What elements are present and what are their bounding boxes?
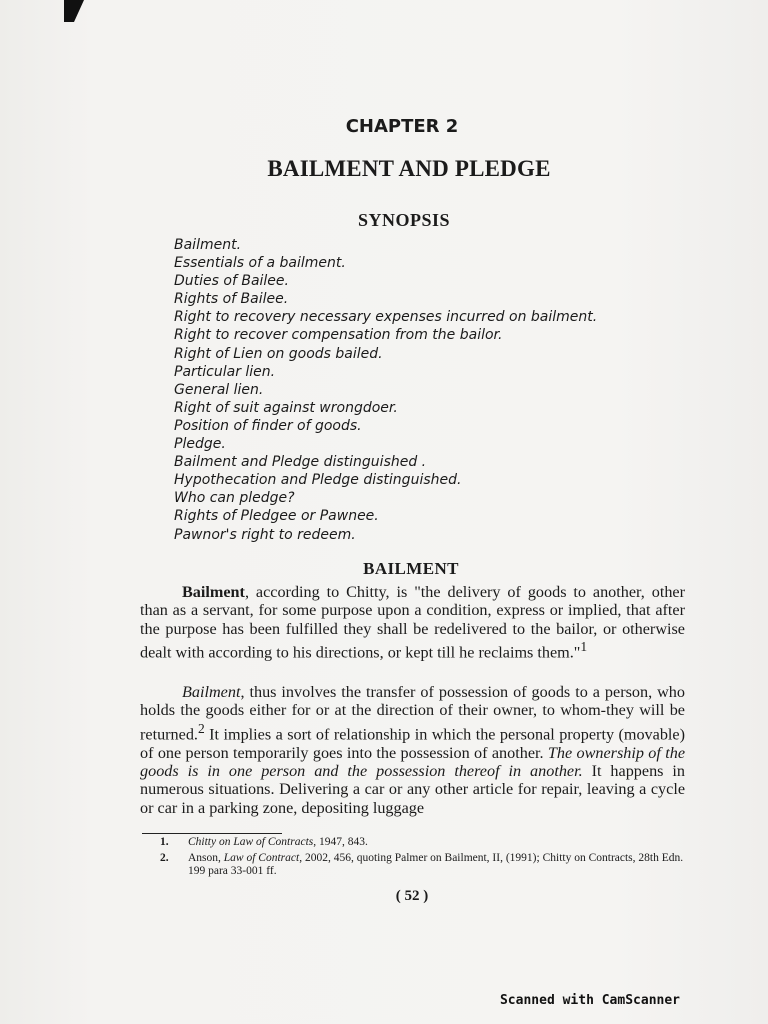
paragraph-text: , according to Chitty, is "the delivery of goods to another, other than as a servant, for some purpose upon a condition, express or implied, that after the purpose has been fulfilled they shall be redelivered to the bailor, or otherwise dealt with according to his directions, or kept till he reclaims them." xyxy=(140,583,685,662)
section-heading: BAILMENT xyxy=(363,559,459,578)
synopsis-item: Particular lien. xyxy=(174,363,276,380)
synopsis-item: Right of suit against wrongdoer. xyxy=(174,399,398,416)
emphasized-sentence: The ownership of the goods is in one person and the possession thereof in another. xyxy=(140,743,685,781)
synopsis-heading: SYNOPSIS xyxy=(357,210,451,230)
synopsis-item: Pledge. xyxy=(174,436,226,453)
footnote-text: Anson, xyxy=(188,851,224,864)
synopsis-item: Rights of Bailee. xyxy=(174,291,289,308)
page-number: ( 52 ) xyxy=(395,888,429,904)
footnote-ref: 1 xyxy=(580,639,588,655)
synopsis-item: Position of finder of goods. xyxy=(174,417,362,434)
chapter-number: CHAPTER 2 xyxy=(345,116,459,137)
synopsis-item: Right of Lien on goods bailed. xyxy=(174,345,383,362)
footnote-item xyxy=(160,836,700,850)
synopsis-item: Bailment. xyxy=(174,237,242,253)
synopsis-item: Bailment and Pledge distinguished . xyxy=(174,454,427,471)
paragraph-definition xyxy=(140,583,685,662)
synopsis-item: Duties of Bailee. xyxy=(174,273,289,290)
paragraph-text: It implies a sort of relationship in which the personal property (movable) of one person temporarily goes into the possession of another. xyxy=(140,725,685,762)
footnote-work-title: Chitty on Law of Contracts xyxy=(188,836,314,848)
paragraph-text: It happens in numerous situations. Delivering a car or any other article for repair, leaving a cycle or car in a parking zone, depositing luggage xyxy=(140,762,685,817)
defined-term: Bailment xyxy=(182,583,245,601)
footnotes-list xyxy=(160,836,700,881)
synopsis-item: Rights of Pledgee or Pawnee. xyxy=(174,508,379,525)
synopsis-item: Essentials of a bailment. xyxy=(174,255,346,272)
synopsis-item: Right to recover compensation from the bailor. xyxy=(174,327,503,344)
synopsis-item: Right to recovery necessary expenses incurred on bailment. xyxy=(174,309,598,326)
footnote-text: , 1947, 843. xyxy=(313,836,368,848)
chapter-title: BAILMENT AND PLEDGE xyxy=(267,156,551,181)
footnote-ref: 2 xyxy=(197,720,205,736)
footnote-number: 2. xyxy=(160,851,169,864)
footnote-number: 1. xyxy=(160,836,169,848)
footnote-divider xyxy=(142,833,282,834)
paragraph-text: , thus involves the transfer of possession of goods to a person, who holds the goods either for or at the direction of their owner, to whom-they will be returned. xyxy=(140,683,685,744)
synopsis-item: Who can pledge? xyxy=(174,490,295,507)
paragraph-explanation xyxy=(140,683,685,817)
footnote-work-title: Law of Contract xyxy=(223,851,300,864)
emphasized-term: Bailment xyxy=(182,683,241,701)
footnote-text: , 2002, 456, quoting Palmer on Bailment, II, (1991); Chitty on Contracts, 28th Edn. 199 para 33-001 ff. xyxy=(188,851,684,877)
scanner-watermark: Scanned with CamScanner xyxy=(499,993,680,1008)
synopsis-item: Hypothecation and Pledge distinguished. xyxy=(174,472,462,489)
synopsis-list xyxy=(174,236,674,544)
footnote-item xyxy=(160,852,700,879)
synopsis-item: Pawnor's right to redeem. xyxy=(174,526,356,543)
synopsis-item: General lien. xyxy=(174,381,264,398)
corner-mark xyxy=(64,0,84,22)
